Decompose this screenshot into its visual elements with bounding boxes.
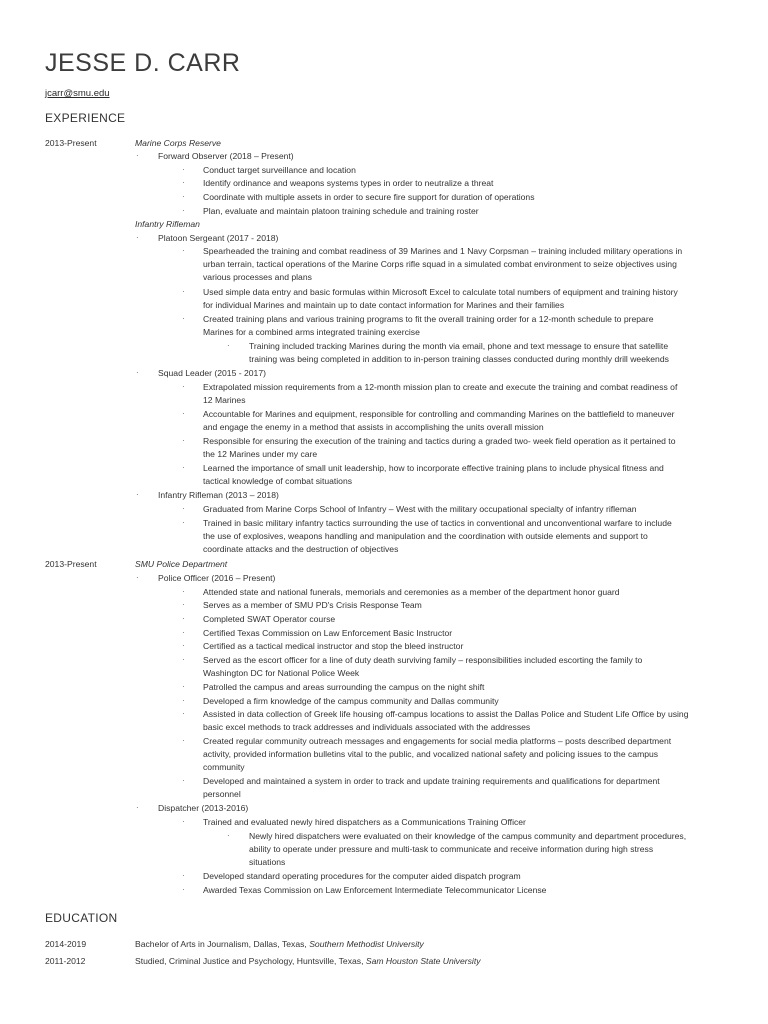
bullet-icon: · bbox=[182, 600, 185, 609]
bullet-icon: · bbox=[182, 696, 185, 705]
section-heading-education: EDUCATION bbox=[45, 911, 118, 925]
bullet-text: Created regular community outreach messages and engagements for social media platforms – posts described department bbox=[203, 736, 672, 746]
bullet-icon: · bbox=[182, 709, 185, 718]
bullet-icon: · bbox=[182, 614, 185, 623]
job-title: Squad Leader (2015 - 2017) bbox=[158, 368, 266, 378]
sub-bullet-text: Training included tracking Marines during the month via email, phone and text message to ensure that satellite bbox=[249, 341, 669, 351]
bullet-icon: · bbox=[182, 206, 185, 215]
bullet-icon: · bbox=[182, 409, 185, 418]
bullet-text-continued: the 12 Marines under my care bbox=[203, 449, 318, 459]
bullet-icon: · bbox=[182, 641, 185, 650]
bullet-text: Developed a firm knowledge of the campus community and Dallas community bbox=[203, 696, 499, 706]
education-entry bbox=[135, 956, 481, 967]
degree-text: Bachelor of Arts in Journalism, Dallas, Texas, bbox=[135, 939, 310, 949]
bullet-text: Trained and evaluated newly hired dispatchers as a Communications Training Officer bbox=[203, 817, 526, 827]
bullet-text: Trained in basic military infantry tactics surrounding the use of tactics in conventional and unconventional warfare to include bbox=[203, 518, 672, 528]
bullet-text-continued: and engage the enemy in a method that assists in accomplishing the units overall mission bbox=[203, 422, 544, 432]
bullet-text: Certified as a tactical medical instructor and stop the bleed instructor bbox=[203, 641, 464, 651]
bullet-text-continued: for individual Marines and maintain up to date contact information for Marines and their families bbox=[203, 300, 565, 310]
bullet-icon: · bbox=[227, 831, 230, 840]
bullet-text-continued: various processes and plans bbox=[203, 272, 312, 282]
bullet-icon: · bbox=[182, 436, 185, 445]
bullet-icon: · bbox=[182, 165, 185, 174]
bullet-text: Created training plans and various training programs to fit the overall training order for a 12-month schedule to prepare bbox=[203, 314, 654, 324]
bullet-text: Conduct target surveillance and location bbox=[203, 165, 356, 175]
bullet-text: Served as the escort officer for a line of duty death surviving family – responsibilities included escorting the family to bbox=[203, 655, 643, 665]
job-title: Forward Observer (2018 – Present) bbox=[158, 151, 294, 161]
bullet-text-continued: coordinate attacks and the destruction of objectives bbox=[203, 544, 399, 554]
bullet-icon: · bbox=[227, 341, 230, 350]
sub-bullet-text: Newly hired dispatchers were evaluated on their knowledge of the campus community and department procedures, bbox=[249, 831, 687, 841]
bullet-icon: · bbox=[182, 192, 185, 201]
bullet-text-continued: tactical knowledge of combat situations bbox=[203, 476, 353, 486]
bullet-icon: · bbox=[136, 233, 139, 242]
bullet-icon: · bbox=[136, 490, 139, 499]
bullet-text: Identify ordinance and weapons systems types in order to neutralize a threat bbox=[203, 178, 494, 188]
date-range: 2014-2019 bbox=[45, 939, 87, 949]
bullet-text-continued: community bbox=[203, 762, 245, 772]
organization-name: Marine Corps Reserve bbox=[135, 138, 221, 148]
bullet-text: Completed SWAT Operator course bbox=[203, 614, 336, 624]
bullet-icon: · bbox=[136, 803, 139, 812]
section-heading-experience: EXPERIENCE bbox=[45, 111, 126, 125]
bullet-text-continued: activity, provided information bulletins vital to the public, and vocalized national safety and policing issues to the campus bbox=[203, 749, 659, 759]
bullet-text: Certified Texas Commission on Law Enforcement Basic Instructor bbox=[203, 628, 453, 638]
bullet-text: Graduated from Marine Corps School of Infantry – West with the military occupational specialty of infantry rifleman bbox=[203, 504, 637, 514]
bullet-text: Accountable for Marines and equipment, responsible for controlling and commanding Marines on the battlefield to maneuver bbox=[203, 409, 675, 419]
organization-name: SMU Police Department bbox=[135, 559, 228, 569]
bullet-text: Used simple data entry and basic formulas within Microsoft Excel to calculate total numbers of equipment and training history bbox=[203, 287, 678, 297]
bullet-icon: · bbox=[182, 736, 185, 745]
bullet-icon: · bbox=[182, 314, 185, 323]
date-range: 2011-2012 bbox=[45, 956, 86, 966]
bullet-text: Assisted in data collection of Greek life housing off-campus locations to assist the Dallas Police and Student Life Office by using bbox=[203, 709, 689, 719]
bullet-text: Responsible for ensuring the execution of the training and tactics during a graded two- week field operation as it pertained to bbox=[203, 436, 676, 446]
organization-subtitle: Infantry Rifleman bbox=[135, 219, 200, 229]
bullet-text: Serves as a member of SMU PD's Crisis Response Team bbox=[203, 600, 422, 610]
bullet-text-continued: 12 Marines bbox=[203, 395, 246, 405]
bullet-icon: · bbox=[182, 287, 185, 296]
sub-bullet-text-continued: ability to operate under pressure and multi-task to communicate and receive information during high stress bbox=[249, 844, 654, 854]
bullet-text-continued: urban terrain, tactical operations of the Marine Corps rifle squad in a simulated combat environment to seize objectives using bbox=[203, 259, 677, 269]
bullet-text-continued: Marines for a combined arms integrated training exercise bbox=[203, 327, 420, 337]
bullet-text: Coordinate with multiple assets in order to secure fire support for duration of operations bbox=[203, 192, 535, 202]
date-range: 2013-Present bbox=[45, 559, 97, 569]
bullet-icon: · bbox=[182, 463, 185, 472]
bullet-text-continued: basic excel methods to track addresses and individuals associated with the addresses bbox=[203, 722, 531, 732]
school-name: Sam Houston State University bbox=[365, 956, 481, 966]
education-entry bbox=[135, 939, 424, 950]
bullet-text-continued: the use of explosives, weapons handling and manipulation and the coordination with outside elements and support to bbox=[203, 531, 648, 541]
bullet-text-continued: personnel bbox=[203, 789, 241, 799]
bullet-text: Developed standard operating procedures for the computer aided dispatch program bbox=[203, 871, 521, 881]
bullet-text-continued: Washington DC for National Police Week bbox=[203, 668, 360, 678]
job-title: Infantry Rifleman (2013 – 2018) bbox=[158, 490, 279, 500]
bullet-icon: · bbox=[182, 587, 185, 596]
bullet-text: Spearheaded the training and combat readiness of 39 Marines and 1 Navy Corpsman – training included military operations in bbox=[203, 246, 683, 256]
job-title: Police Officer (2016 – Present) bbox=[158, 573, 276, 583]
candidate-name: JESSE D. CARR bbox=[45, 49, 241, 77]
bullet-icon: · bbox=[136, 573, 139, 582]
date-range: 2013-Present bbox=[45, 138, 97, 148]
sub-bullet-text-continued: situations bbox=[249, 857, 286, 867]
bullet-icon: · bbox=[182, 518, 185, 527]
bullet-icon: · bbox=[182, 682, 185, 691]
job-title: Dispatcher (2013-2016) bbox=[158, 803, 249, 813]
bullet-icon: · bbox=[182, 776, 185, 785]
bullet-icon: · bbox=[182, 871, 185, 880]
job-title: Platoon Sergeant (2017 - 2018) bbox=[158, 233, 279, 243]
bullet-text: Awarded Texas Commission on Law Enforcement Intermediate Telecommunicator License bbox=[203, 885, 547, 895]
bullet-icon: · bbox=[182, 246, 185, 255]
bullet-icon: · bbox=[182, 628, 185, 637]
sub-bullet-text-continued: training was being completed in addition to in-person training classes conducted during monthly drill weekends bbox=[249, 354, 669, 364]
bullet-text: Developed and maintained a system in order to track and update training requirements and qualifications for department bbox=[203, 776, 660, 786]
bullet-icon: · bbox=[182, 817, 185, 826]
bullet-icon: · bbox=[182, 178, 185, 187]
bullet-icon: · bbox=[182, 382, 185, 391]
bullet-icon: · bbox=[182, 885, 185, 894]
bullet-icon: · bbox=[136, 151, 139, 160]
bullet-text: Patrolled the campus and areas surrounding the campus on the night shift bbox=[203, 682, 485, 692]
bullet-text: Extrapolated mission requirements from a 12-month mission plan to create and execute the training and combat readiness of bbox=[203, 382, 678, 392]
email-link[interactable]: jcarr@smu.edu bbox=[45, 88, 110, 99]
degree-text: Studied, Criminal Justice and Psychology, Huntsville, Texas, bbox=[135, 956, 366, 966]
bullet-icon: · bbox=[136, 368, 139, 377]
bullet-icon: · bbox=[182, 504, 185, 513]
bullet-text: Attended state and national funerals, memorials and ceremonies as a member of the department honor guard bbox=[203, 587, 620, 597]
bullet-icon: · bbox=[182, 655, 185, 664]
school-name: Southern Methodist University bbox=[309, 939, 424, 949]
bullet-text: Plan, evaluate and maintain platoon training schedule and training roster bbox=[203, 206, 479, 216]
bullet-text: Learned the importance of small unit leadership, how to incorporate effective training plans to include physical fitness and bbox=[203, 463, 664, 473]
